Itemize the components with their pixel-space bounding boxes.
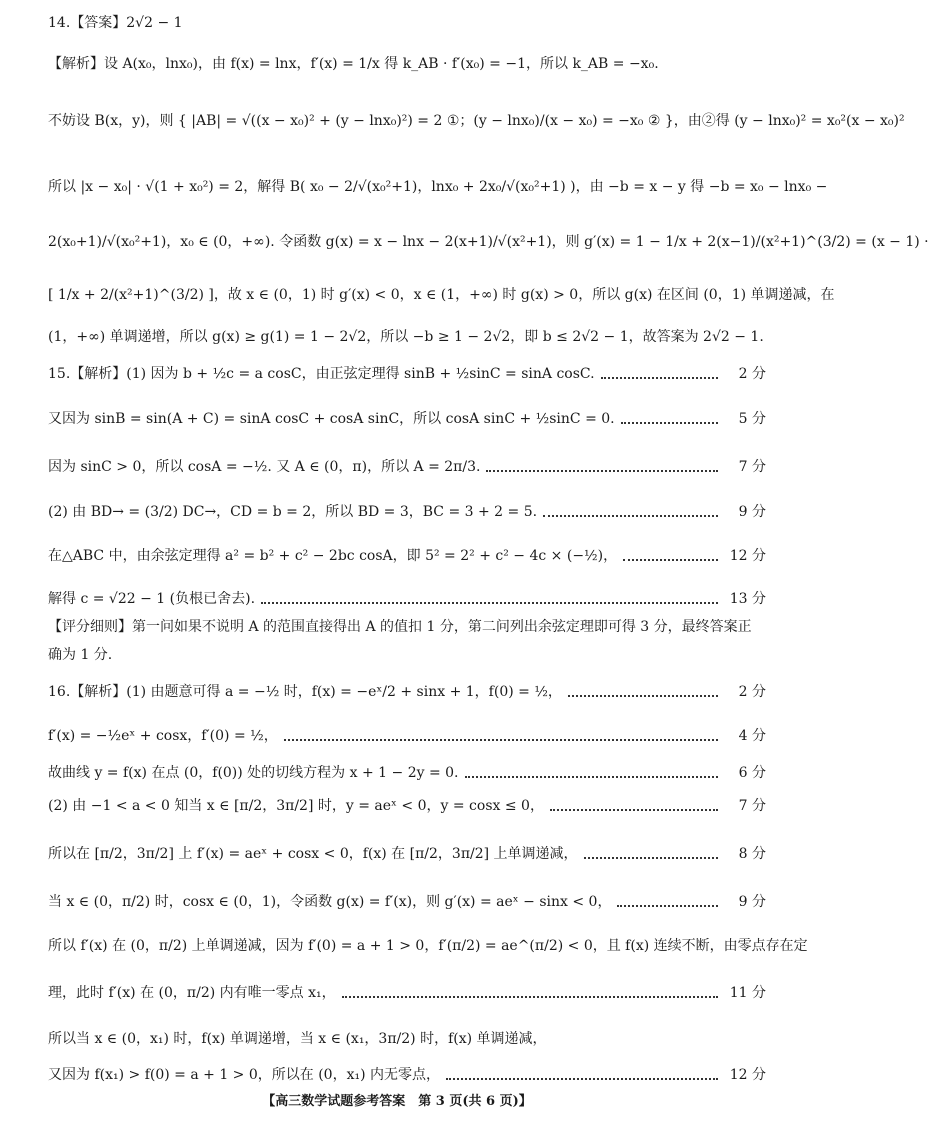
score-label: 7 分 xyxy=(738,798,766,814)
q15-line-5: 在△ABC 中，由余弦定理得 a² = b² + c² − 2bc cosA，即 5² = 2² + c² − 4c × (−½)， 12 分 xyxy=(48,548,766,564)
score-label: 6 分 xyxy=(738,765,766,781)
score-label: 8 分 xyxy=(738,846,766,862)
score-label: 2 分 xyxy=(738,684,766,700)
q16-line-1: 16.【解析】(1) 由题意可得 a = −½ 时，f(x) = −eˣ/2 + sinx + 1，f(0) = ½， 2 分 xyxy=(48,684,766,700)
q15-line-1: 15.【解析】(1) 因为 b + ½c = a cosC，由正弦定理得 sinB + ½sinC = sinA cosC. 2 分 xyxy=(48,366,766,382)
q14-answer: 14.【答案】2√2 − 1 xyxy=(48,15,183,31)
q16-line-3: 故曲线 y = f(x) 在点 (0，f(0)) 处的切线方程为 x + 1 − 2y = 0. 6 分 xyxy=(48,765,766,781)
q14-analysis-line-2: 不妨设 B(x，y)，则 { |AB| = √((x − x₀)² + (y − lnx₀)²) = 2 ①；(y − lnx₀)/(x − x₀) = −x₀ ② }，由②得 (y − lnx₀)² = x₀²(x − x₀)² xyxy=(48,113,905,129)
page-footer: 【高三数学试题参考答案 第 3 页(共 6 页)】 xyxy=(262,1094,532,1109)
score-label: 7 分 xyxy=(738,459,766,475)
q16-line-6: 当 x ∈ (0，π/2) 时，cosx ∈ (0，1)，令函数 g(x) = f′(x)，则 g′(x) = aeˣ − sinx < 0， 9 分 xyxy=(48,894,766,910)
score-label: 2 分 xyxy=(738,366,766,382)
q15-scoring-note-1: 【评分细则】第一问如果不说明 A 的范围直接得出 A 的值扣 1 分，第二问列出余弦定理即可得 3 分，最终答案正 xyxy=(48,619,752,635)
score-label: 9 分 xyxy=(738,894,766,910)
q16-line-10: 又因为 f(x₁) > f(0) = a + 1 > 0，所以在 (0，x₁) 内无零点， 12 分 xyxy=(48,1067,766,1083)
score-label: 5 分 xyxy=(738,411,766,427)
q16-line-8: 理，此时 f′(x) 在 (0，π/2) 内有唯一零点 x₁， 11 分 xyxy=(48,985,766,1001)
q16-line-9: 所以当 x ∈ (0，x₁) 时，f(x) 单调递增，当 x ∈ (x₁，3π/2) 时，f(x) 单调递减， xyxy=(48,1031,547,1047)
q16-line-2: f′(x) = −½eˣ + cosx，f′(0) = ½， 4 分 xyxy=(48,728,766,744)
q14-analysis-line-5: [ 1/x + 2/(x²+1)^(3/2) ]，故 x ∈ (0，1) 时 g′(x) < 0，x ∈ (1，+∞) 时 g(x) > 0，所以 g(x) 在区间 (0，1) 单调递减，在 xyxy=(48,287,835,303)
q15-line-6: 解得 c = √22 − 1 (负根已舍去). 13 分 xyxy=(48,591,766,607)
q16-line-5: 所以在 [π/2，3π/2] 上 f′(x) = aeˣ + cosx < 0，f(x) 在 [π/2，3π/2] 上单调递减， 8 分 xyxy=(48,846,766,862)
score-label: 13 分 xyxy=(729,591,766,607)
score-label: 11 分 xyxy=(729,985,766,1001)
q16-line-7: 所以 f′(x) 在 (0，π/2) 上单调递减，因为 f′(0) = a + 1 > 0，f′(π/2) = ae^(π/2) < 0，且 f(x) 连续不断，由零点存在定 xyxy=(48,938,808,954)
q15-line-2: 又因为 sinB = sin(A + C) = sinA cosC + cosA sinC，所以 cosA sinC + ½sinC = 0. 5 分 xyxy=(48,411,766,427)
q14-analysis-line-6: (1，+∞) 单调递增，所以 g(x) ≥ g(1) = 1 − 2√2，所以 −b ≥ 1 − 2√2，即 b ≤ 2√2 − 1，故答案为 2√2 − 1. xyxy=(48,329,764,345)
score-label: 9 分 xyxy=(738,504,766,520)
q16-line-4: (2) 由 −1 < a < 0 知当 x ∈ [π/2，3π/2] 时，y = aeˣ < 0，y = cosx ≤ 0， 7 分 xyxy=(48,798,766,814)
q14-analysis-line-1: 【解析】设 A(x₀，lnx₀)，由 f(x) = lnx，f′(x) = 1/x 得 k_AB · f′(x₀) = −1，所以 k_AB = −x₀. xyxy=(48,56,659,72)
score-label: 4 分 xyxy=(738,728,766,744)
q14-analysis-line-4: 2(x₀+1)/√(x₀²+1)，x₀ ∈ (0，+∞). 令函数 g(x) = x − lnx − 2(x+1)/√(x²+1)，则 g′(x) = 1 − 1/x + 2(x−1)/(x²+1)^(3/2) = (x − 1) · xyxy=(48,234,929,250)
score-label: 12 分 xyxy=(729,548,766,564)
score-label: 12 分 xyxy=(729,1067,766,1083)
q15-scoring-note-2: 确为 1 分. xyxy=(48,647,113,663)
q14-analysis-line-3: 所以 |x − x₀| · √(1 + x₀²) = 2，解得 B( x₀ − 2/√(x₀²+1)，lnx₀ + 2x₀/√(x₀²+1) )，由 −b = x − y 得 −b = x₀ − lnx₀ − xyxy=(48,179,828,195)
q15-line-3: 因为 sinC > 0，所以 cosA = −½. 又 A ∈ (0，π)，所以 A = 2π/3. 7 分 xyxy=(48,459,766,475)
q15-line-4: (2) 由 BD→ = (3/2) DC→，CD = b = 2，所以 BD = 3，BC = 3 + 2 = 5. 9 分 xyxy=(48,504,766,520)
